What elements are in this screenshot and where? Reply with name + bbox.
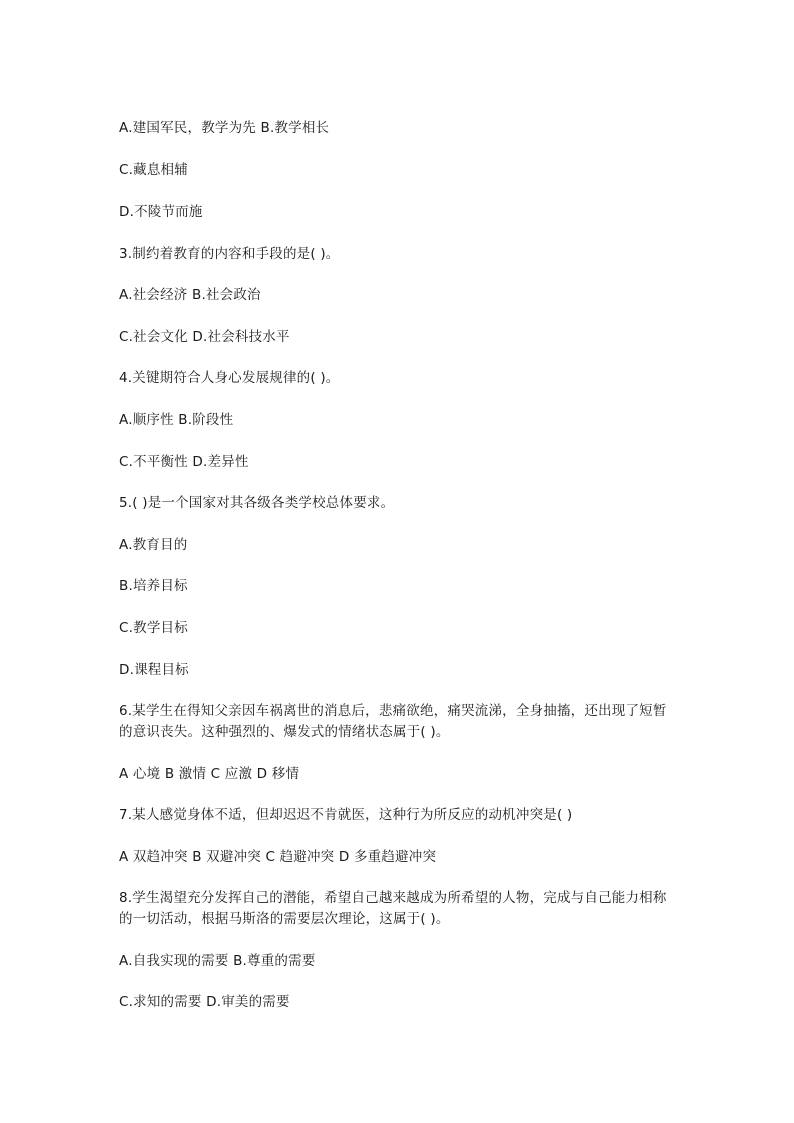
- q5-option-c: C.教学目标: [119, 620, 188, 636]
- q2-option-d: D.不陵节而施: [119, 204, 203, 220]
- q8-options-a-b: A.自我实现的需要 B.尊重的需要: [119, 953, 316, 969]
- q4-options-a-b: A.顺序性 B.阶段性: [119, 412, 234, 428]
- q5-option-b: B.培养目标: [119, 578, 188, 594]
- q5-option-a: A.教育目的: [119, 537, 188, 553]
- question-6: 6.某学生在得知父亲因车祸离世的消息后，悲痛欲绝，痛哭流涕，全身抽搐，还出现了短暂的意识丧失。这种强烈的、爆发式的情绪状态属于( )。: [119, 703, 667, 740]
- q3-options-c-d: C.社会文化 D.社会科技水平: [119, 329, 290, 345]
- question-5: 5.( )是一个国家对其各级各类学校总体要求。: [119, 495, 395, 511]
- q2-options-a-b: A.建国军民，教学为先 B.教学相长: [119, 120, 330, 136]
- q5-option-d: D.课程目标: [119, 662, 189, 678]
- q6-options: A 心境 B 激情 C 应激 D 移情: [119, 766, 300, 782]
- question-8: 8.学生渴望充分发挥自己的潜能，希望自己越来越成为所希望的人物，完成与自己能力相称的一切活动，根据马斯洛的需要层次理论，这属于( )。: [119, 890, 667, 927]
- question-4: 4.关键期符合人身心发展规律的( )。: [119, 370, 340, 386]
- q4-options-c-d: C.不平衡性 D.差异性: [119, 454, 249, 470]
- q3-options-a-b: A.社会经济 B.社会政治: [119, 287, 261, 303]
- q8-options-c-d: C.求知的需要 D.审美的需要: [119, 994, 290, 1010]
- question-7: 7.某人感觉身体不适，但却迟迟不肯就医，这种行为所反应的动机冲突是( ): [119, 807, 573, 823]
- q2-option-c: C.藏息相辅: [119, 162, 188, 178]
- q7-options: A 双趋冲突 B 双避冲突 C 趋避冲突 D 多重趋避冲突: [119, 849, 437, 865]
- question-3: 3.制约着教育的内容和手段的是( )。: [119, 246, 340, 262]
